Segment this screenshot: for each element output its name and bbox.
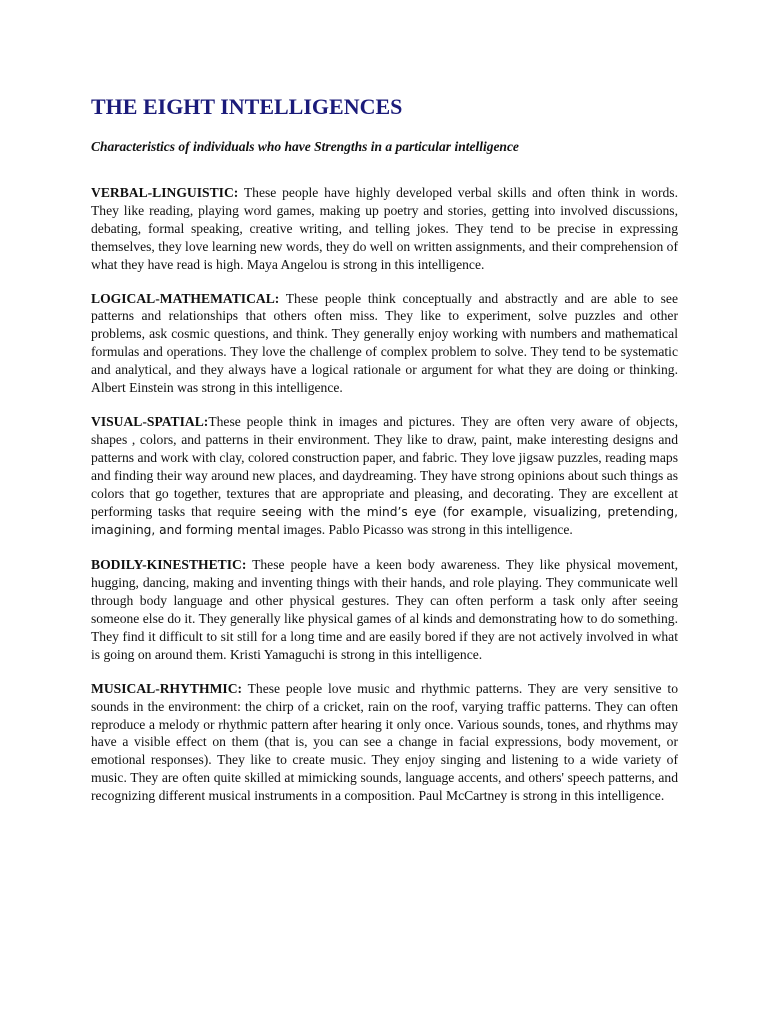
section-body: These people love music and rhythmic patterns. They are very sensitive to sounds in the environment: the chirp of a cricket, rain on the roof, varying traffic patterns. They can often reproduce a melody or rhythmic pattern after hearing it only once. Various sounds, tones, and rhythms may have a visible effect on them (that is, you can see a change in facial expressions, body movement, or emotional responses). They like to create music. They enjoy singing and listening to a wide variety of music. They are often quite skilled at mimicking sounds, language accents, and others' speech patterns, and recognizing different musical instruments in a composition. Paul McCartney is strong in this intelligence.: [91, 680, 678, 804]
section-body: These people have highly developed verbal skills and often think in words. They like reading, playing word games, making up poetry and stories, getting into involved discussions, debating, formal speaking, creative writing, and telling jokes. They tend to be precise in expressing themselves, they love learning new words, they do well on written assignments, and their comprehension of what they have read is high. Maya Angelou is strong in this intelligence.: [91, 185, 678, 272]
section-body: These people think conceptually and abstractly and are able to see patterns and relationships that others often miss. They like to experiment, solve puzzles and other problems, ask cosmic questions, and think. They generally enjoy working with numbers and mathematical formulas and operations. They love the challenge of complex problem to solve. They tend to be systematic and analytical, and they always have a logical rationale or argument for what they are doing or thinking. Albert Einstein was strong in this intelligence.: [91, 290, 678, 396]
section-verbal-linguistic: [91, 184, 678, 274]
section-body: These people have a keen body awareness. They like physical movement, hugging, dancing, making and inventing things with their hands, and role playing. They communicate well through body language and other physical gestures. They can often perform a task only after seeing someone else do it. They generally like physical games of al kinds and demonstrating how to do something. They find it difficult to sit still for a long time and are easily bored if they are not actively involved in what is going on around them. Kristi Yamaguchi is strong in this intelligence.: [91, 557, 678, 662]
section-bodily-kinesthetic: [91, 556, 678, 663]
section-body-alt-font: seeing with the mind’s eye (for example, visualizing, pretending, imagining, and forming mental: [91, 504, 678, 538]
section-heading: VERBAL-LINGUISTIC:: [91, 185, 239, 200]
document-subtitle: Characteristics of individuals who have Strengths in a particular intelligence: [91, 139, 519, 154]
section-logical-mathematical: [91, 290, 678, 397]
intelligence-sections: [91, 184, 678, 805]
section-body-end: images. Pablo Picasso was strong in this intelligence.: [279, 522, 573, 538]
section-heading: BODILY-KINESTHETIC:: [91, 557, 247, 573]
section-heading: LOGICAL-MATHEMATICAL:: [91, 290, 280, 306]
section-musical-rhythmic: [91, 680, 678, 805]
document-page: [91, 0, 678, 821]
section-heading: VISUAL-SPATIAL:: [91, 413, 209, 429]
document-title: THE EIGHT INTELLIGENCES: [91, 94, 403, 119]
section-heading: MUSICAL-RHYTHMIC:: [91, 680, 243, 696]
section-body: These people think in images and pictures. They are often very aware of objects, shapes , colors, and patterns in their environment. They like to draw, paint, make interesting designs and patterns and work with clay, colored construction paper, and fabric. They love jigsaw puzzles, reading maps and finding their way around new places, and daydreaming. They have strong opinions about such things as colors that go together, textures that are appropriate and pleasing, and decorating. They are excellent at performing tasks that require: [91, 413, 678, 519]
section-visual-spatial: [91, 413, 678, 540]
